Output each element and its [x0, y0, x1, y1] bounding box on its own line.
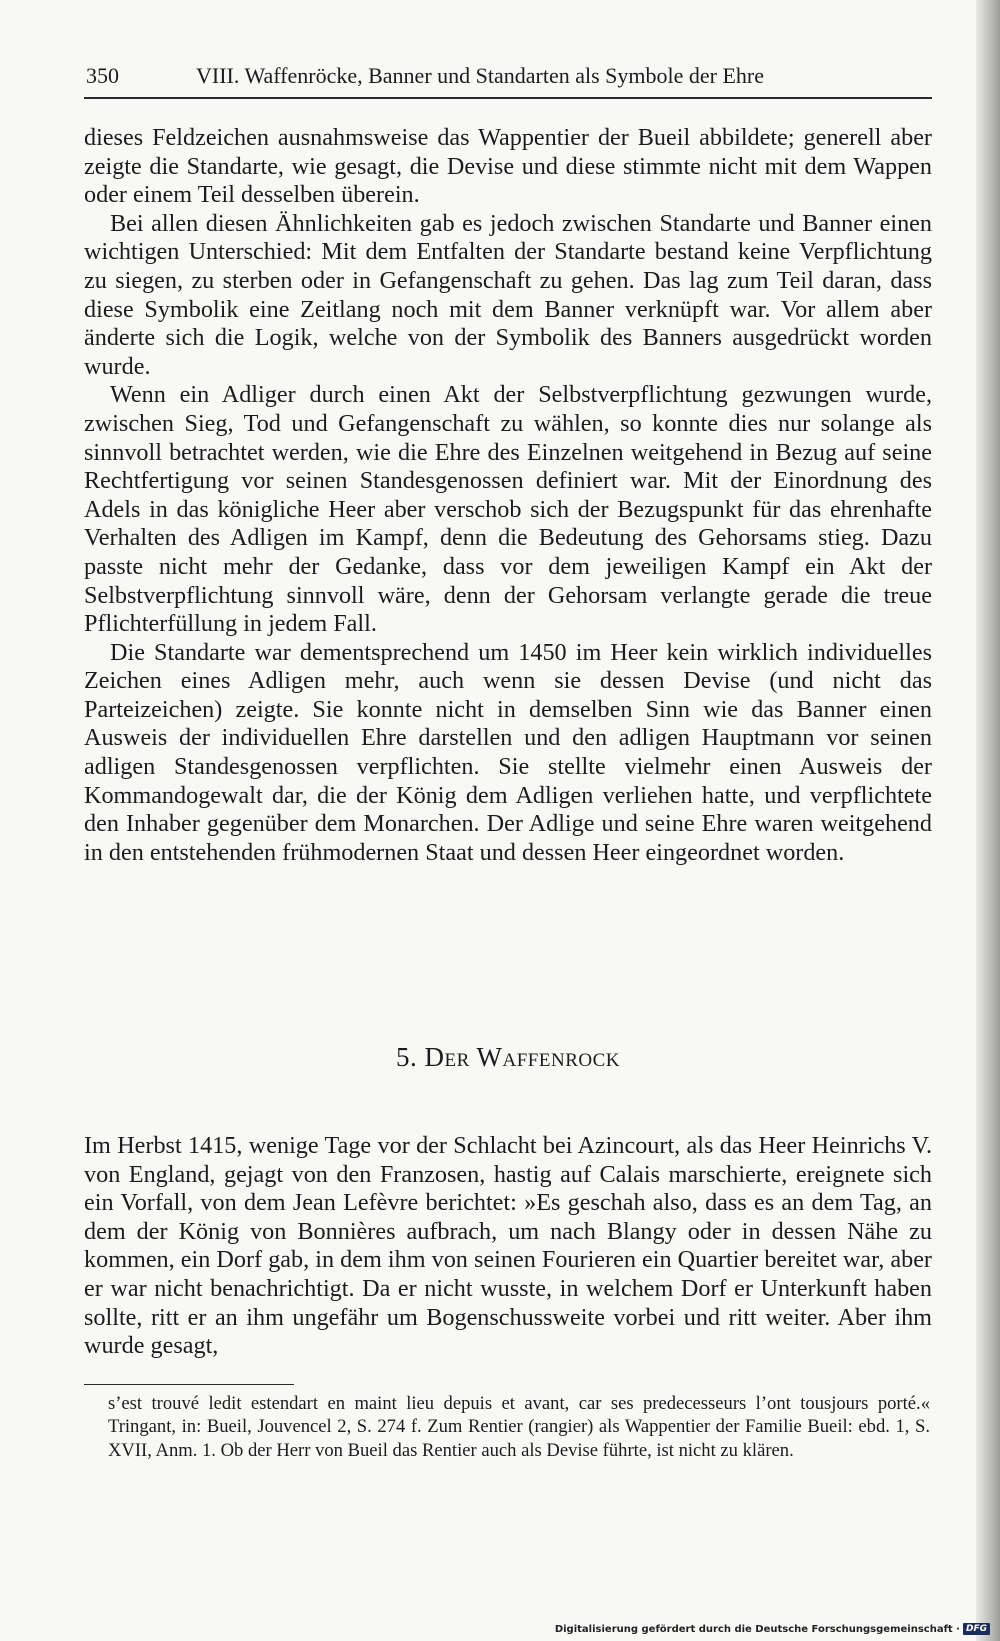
- paragraph: dieses Feldzeichen ausnahmsweise das Wappentier der Bueil abbildete; generell aber zeigte die Standarte, wie gesagt, die Devise und diese stimmte nicht mit dem Wappen oder einem Teil desselben überein.: [84, 124, 932, 209]
- paragraph: Die Standarte war dementsprechend um 1450 im Heer kein wirklich individuelles Zeichen eines Adligen mehr, auch wenn sie dessen Devise (und nicht das Parteizeichen) zeigte. Sie konnte nicht in demselben Sinn wie das Banner einen Ausweis der individuellen Ehre darstellen und den adligen Hauptmann vor seinen adligen Standesgenossen verpflichten. Sie stellte vielmehr einen Ausweis der Kommandogewalt dar, die der König dem Adligen verliehen hatte, und verpflichtete den Inhaber gegenüber dem Monarchen. Der Adlige und seine Ehre waren weitgehend in den entstehenden frühmodernen Staat und dessen Heer eingeordnet worden.: [84, 638, 932, 866]
- running-head: [86, 62, 931, 90]
- section-heading: 5. Der Waffenrock: [396, 1042, 620, 1072]
- paragraph: Wenn ein Adliger durch einen Akt der Selbstverpflichtung gezwungen wurde, zwischen Sieg, Tod und Gefangenschaft zu wählen, so konnte dies nur solange als sinnvoll betrachtet werden, wie die Ehre des Einzelnen weitgehend in Bezug auf seine Rechtfertigung vor seinen Standesgenossen definiert war. Mit der Einordnung des Adels in das königliche Heer aber verschob sich der Bezugspunkt für das ehrenhafte Verhalten des Adligen im Kampf, denn die Bedeutung des Gehorsams stieg. Dazu passte nicht mehr der Gedanke, dass vor dem jeweiligen Kampf ein Akt der Selbstverpflichtung sinnvoll wäre, denn der Gehorsam verlangte gerade die treue Pflichterfüllung in jedem Fall.: [84, 381, 932, 638]
- footnote-text: s’est trouvé ledit estendart en maint lieu depuis et avant, car ses predecesseurs l’ont tousjours porté.« Tringant, in: Bueil, Jouvencel 2, S. 274 f. Zum Rentier (rangier) als Wappentier der Familie Bueil: ebd. 1, S. XVII, Anm. 1. Ob der Herr von Bueil das Rentier auch als Devise führte, ist nicht zu klären.: [108, 1393, 930, 1461]
- running-title: VIII. Waffenröcke, Banner und Standarten als Symbole der Ehre: [196, 63, 765, 88]
- page-number: 350: [86, 63, 119, 88]
- footnote-rule: [84, 1384, 294, 1385]
- paragraph: Bei allen diesen Ähnlichkeiten gab es jedoch zwischen Standarte und Banner einen wichtigen Unterschied: Mit dem Entfalten der Standarte bestand keine Verpflichtung zu siegen, zu sterben oder in Gefangenschaft zu gehen. Das lag zum Teil daran, dass diese Symbolik eine Zeitlang noch mit dem Banner verknüpft war. Vor allem aber änderte sich die Logik, welche von der Symbolik des Banners ausgedrückt worden wurde.: [84, 209, 932, 380]
- paragraph: Im Herbst 1415, wenige Tage vor der Schlacht bei Azincourt, als das Heer Heinrichs V. von England, gejagt von den Franzosen, hastig auf Calais marschierte, ereignete sich ein Vorfall, von dem Jean Lefèvre berichtet: »Es geschah also, dass es an dem Tag, an dem der König von Bonnières aufbrach, um nach Blangy oder in dessen Nähe zu kommen, ein Dorf gab, in dem ihm von seinen Fourieren ein Quartier bereitet war, aber er war nicht benachrichtigt. Da er nicht wusste, in welchem Dorf er Unterkunft haben sollte, ritt er an ihm ungefähr um Bogenschussweite vorbei und ritt weiter. Aber ihm wurde gesagt,: [84, 1132, 932, 1360]
- digitization-notice: [555, 1623, 990, 1635]
- body-text: [84, 124, 932, 867]
- page-binding-edge: [976, 0, 1000, 1641]
- digitization-text: Digitalisierung gefördert durch die Deutsche Forschungsgemeinschaft ·: [554, 1623, 960, 1635]
- header-rule: [84, 97, 932, 99]
- section-text: [84, 1132, 932, 1361]
- dfg-logo-icon: DFG: [963, 1623, 990, 1635]
- footnote: [108, 1392, 930, 1462]
